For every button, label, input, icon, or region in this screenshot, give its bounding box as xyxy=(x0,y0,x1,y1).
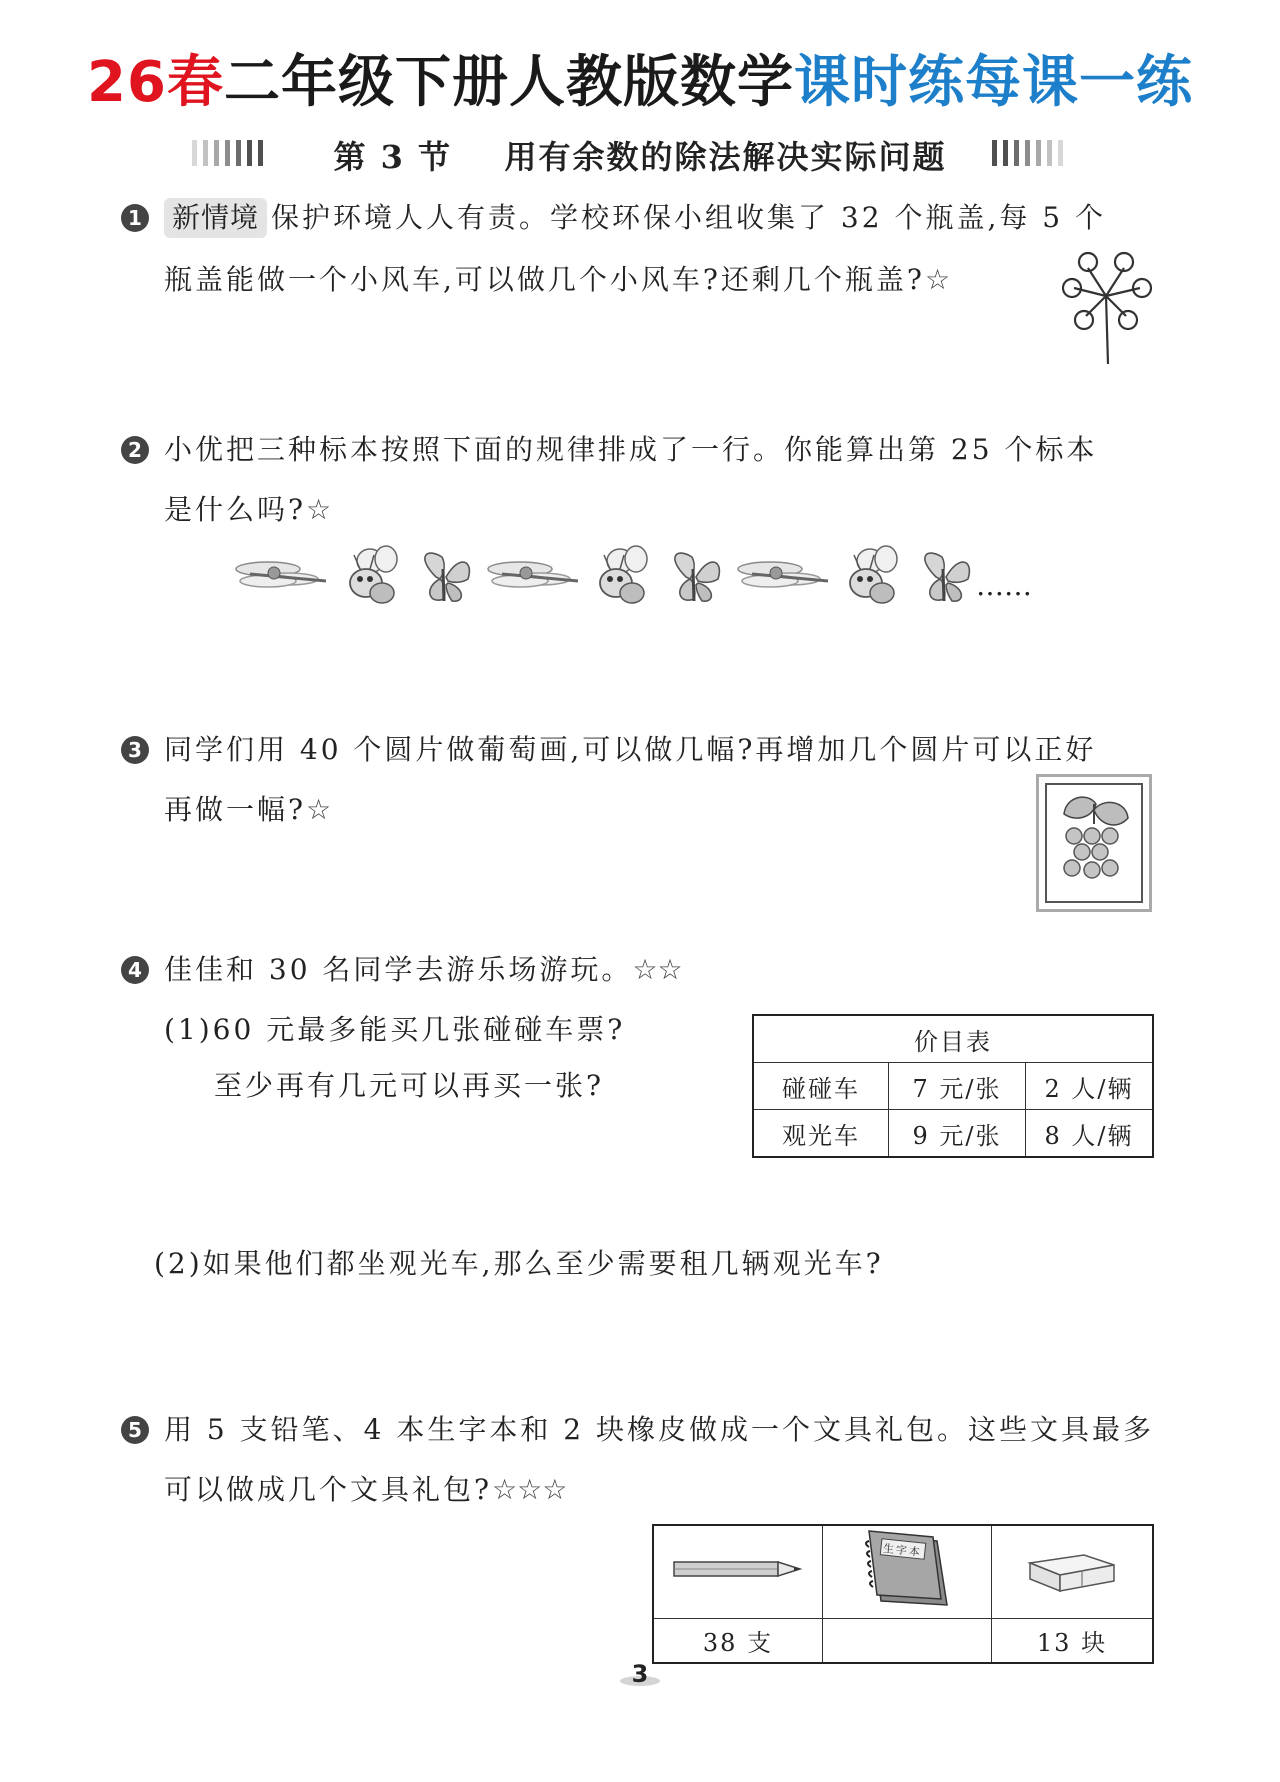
problem-3-line-1: 同学们用 40 个圆片做葡萄画,可以做几幅?再增加几个圆片可以正好 xyxy=(164,733,1097,766)
dragonfly-icon xyxy=(488,562,578,587)
problem-5-text-2: 可以做成几个文具礼包? xyxy=(164,1473,493,1506)
problem-1-text-2: 瓶盖能做一个小风车,可以做几个小风车?还剩几个瓶盖? xyxy=(164,263,925,296)
problem-4-sub1-line-1: (1)60 元最多能买几张碰碰车票? xyxy=(164,1013,626,1046)
problem-3-text-2: 再做一幅? xyxy=(164,793,307,826)
specimen-pattern-drawing xyxy=(230,545,1050,615)
difficulty-stars: ☆☆ xyxy=(632,953,683,986)
problem-number-badge: 4 xyxy=(121,956,149,984)
section-heading xyxy=(0,132,1280,176)
problem-1-line-1 xyxy=(164,198,1106,238)
bee-icon xyxy=(600,546,647,603)
problem-number-badge: 3 xyxy=(121,736,149,764)
pencil-icon xyxy=(670,1554,806,1584)
dragonfly-icon xyxy=(738,562,828,587)
difficulty-stars: ☆ xyxy=(924,263,951,296)
eraser-cell xyxy=(992,1525,1154,1619)
pinwheel-icon xyxy=(1062,246,1158,366)
price-table-cell: 碰碰车 xyxy=(753,1063,889,1110)
price-table-cell: 2 人/辆 xyxy=(1026,1063,1154,1110)
problem-4-sub1-line-2: 至少再有几元可以再买一张? xyxy=(214,1069,605,1102)
notebook-cell xyxy=(823,1525,992,1619)
problem-2-line-2 xyxy=(164,490,331,530)
notebook-count xyxy=(823,1619,992,1663)
grape-picture-icon xyxy=(1036,774,1152,912)
problem-number-badge: 5 xyxy=(121,1416,149,1444)
problem-5-line-2 xyxy=(164,1470,567,1510)
problem-5-line-1: 用 5 支铅笔、4 本生字本和 2 块橡皮做成一个文具礼包。这些文具最多 xyxy=(164,1413,1154,1446)
notebook-icon xyxy=(859,1527,955,1611)
section-title: 第 3 节 用有余数的除法解决实际问题 xyxy=(333,138,947,176)
price-table-title: 价目表 xyxy=(753,1015,1153,1063)
butterfly-icon xyxy=(675,553,720,601)
eraser-icon xyxy=(1022,1541,1122,1597)
butterfly-icon xyxy=(925,553,970,601)
decorative-bars-right xyxy=(992,140,1063,166)
problem-2-text-2: 是什么吗? xyxy=(164,493,307,526)
supplies-table xyxy=(652,1524,1154,1664)
title-series: 课时练每课一练 xyxy=(793,50,1193,115)
pattern-ellipsis: …… xyxy=(976,569,1032,602)
bee-icon xyxy=(350,546,397,603)
problem-4-line-1 xyxy=(164,950,683,990)
problem-3-line-2 xyxy=(164,790,331,830)
title-term: 26春 xyxy=(87,50,224,115)
notebook-cover-label: 生字本 xyxy=(882,1541,923,1559)
problem-4-sub2: (2)如果他们都坐观光车,那么至少需要租几辆观光车? xyxy=(154,1247,884,1280)
title-grade-subject: 二年级下册人教版数学 xyxy=(223,50,794,115)
page-number: 3 xyxy=(631,1660,649,1688)
problem-1-line-2 xyxy=(164,260,950,300)
bee-icon xyxy=(850,546,897,603)
new-context-tag: 新情境 xyxy=(164,198,267,238)
specimen-pattern-row xyxy=(230,545,1050,615)
page-header-title xyxy=(0,38,1280,118)
pencil-cell xyxy=(653,1525,823,1619)
problem-4-text-1: 佳佳和 30 名同学去游乐场游玩。 xyxy=(164,953,633,986)
price-table-cell: 8 人/辆 xyxy=(1026,1110,1154,1158)
problem-number-badge: 2 xyxy=(121,436,149,464)
dragonfly-icon xyxy=(236,562,326,587)
difficulty-stars: ☆ xyxy=(306,493,332,526)
price-table xyxy=(752,1014,1154,1158)
difficulty-stars: ☆☆☆ xyxy=(492,1473,568,1506)
butterfly-icon xyxy=(425,553,470,601)
problem-1-text-1: 保护环境人人有责。学校环保小组收集了 32 个瓶盖,每 5 个 xyxy=(271,201,1106,234)
price-table-cell: 7 元/张 xyxy=(889,1063,1026,1110)
price-table-cell: 9 元/张 xyxy=(889,1110,1026,1158)
difficulty-stars: ☆ xyxy=(306,793,332,826)
problem-2-line-1: 小优把三种标本按照下面的规律排成了一行。你能算出第 25 个标本 xyxy=(164,433,1098,466)
problem-number-badge: 1 xyxy=(121,204,149,232)
pencil-count: 38 支 xyxy=(653,1619,823,1663)
eraser-count: 13 块 xyxy=(992,1619,1154,1663)
price-table-cell: 观光车 xyxy=(753,1110,889,1158)
